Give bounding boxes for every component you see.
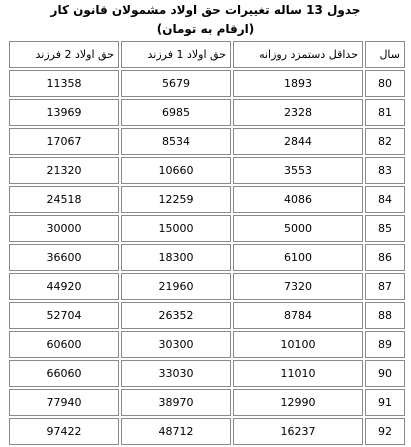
cell-one-child: 30300 (121, 331, 231, 358)
cell-one-child: 12259 (121, 186, 231, 213)
cell-one-child: 18300 (121, 244, 231, 271)
cell-two-children: 66060 (9, 360, 119, 387)
cell-two-children: 44920 (9, 273, 119, 300)
cell-two-children: 36600 (9, 244, 119, 271)
cell-one-child: 5679 (121, 70, 231, 97)
cell-year: 80 (365, 70, 405, 97)
cell-one-child: 33030 (121, 360, 231, 387)
cell-year: 89 (365, 331, 405, 358)
cell-min-daily-wage: 6100 (233, 244, 363, 271)
table-row (9, 360, 405, 387)
cell-two-children: 21320 (9, 157, 119, 184)
cell-two-children: 52704 (9, 302, 119, 329)
cell-one-child: 8534 (121, 128, 231, 155)
table-row (9, 215, 405, 242)
cell-min-daily-wage: 11010 (233, 360, 363, 387)
header-year: سال (365, 41, 405, 68)
cell-one-child: 38970 (121, 389, 231, 416)
header-row (9, 41, 405, 68)
cell-min-daily-wage: 3553 (233, 157, 363, 184)
cell-min-daily-wage: 1893 (233, 70, 363, 97)
cell-year: 92 (365, 418, 405, 445)
cell-one-child: 48712 (121, 418, 231, 445)
cell-min-daily-wage: 2844 (233, 128, 363, 155)
table-row (9, 418, 405, 445)
page-subtitle: (ارقام به تومان) (156, 22, 255, 36)
cell-two-children: 17067 (9, 128, 119, 155)
table-row (9, 99, 405, 126)
cell-min-daily-wage: 16237 (233, 418, 363, 445)
cell-min-daily-wage: 7320 (233, 273, 363, 300)
cell-min-daily-wage: 10100 (233, 331, 363, 358)
table-row (9, 302, 405, 329)
cell-one-child: 10660 (121, 157, 231, 184)
cell-year: 82 (365, 128, 405, 155)
cell-one-child: 6985 (121, 99, 231, 126)
cell-min-daily-wage: 4086 (233, 186, 363, 213)
cell-year: 91 (365, 389, 405, 416)
table-row (9, 331, 405, 358)
cell-one-child: 15000 (121, 215, 231, 242)
cell-two-children: 11358 (9, 70, 119, 97)
cell-two-children: 60600 (9, 331, 119, 358)
header-two-children: حق اولاد 2 فرزند (9, 41, 119, 68)
table-row (9, 186, 405, 213)
cell-year: 84 (365, 186, 405, 213)
cell-year: 88 (365, 302, 405, 329)
cell-year: 86 (365, 244, 405, 271)
cell-year: 83 (365, 157, 405, 184)
cell-year: 87 (365, 273, 405, 300)
cell-min-daily-wage: 5000 (233, 215, 363, 242)
cell-two-children: 30000 (9, 215, 119, 242)
cell-min-daily-wage: 12990 (233, 389, 363, 416)
cell-year: 90 (365, 360, 405, 387)
cell-two-children: 13969 (9, 99, 119, 126)
table-body (9, 70, 405, 445)
cell-min-daily-wage: 2328 (233, 99, 363, 126)
cell-two-children: 97422 (9, 418, 119, 445)
cell-min-daily-wage: 8784 (233, 302, 363, 329)
cell-year: 81 (365, 99, 405, 126)
header-one-child: حق اولاد 1 فرزند (121, 41, 231, 68)
table-row (9, 389, 405, 416)
cell-year: 85 (365, 215, 405, 242)
cell-two-children: 24518 (9, 186, 119, 213)
page-title: جدول 13 ساله تغییرات حق اولاد مشمولان قانون کار (50, 3, 361, 17)
table-row (9, 157, 405, 184)
cell-one-child: 26352 (121, 302, 231, 329)
table-row (9, 273, 405, 300)
table-row (9, 128, 405, 155)
cell-two-children: 77940 (9, 389, 119, 416)
header-min-daily-wage: حداقل دستمزد روزانه (233, 41, 363, 68)
table-row (9, 70, 405, 97)
allowance-table (7, 39, 407, 447)
table-row (9, 244, 405, 271)
cell-one-child: 21960 (121, 273, 231, 300)
